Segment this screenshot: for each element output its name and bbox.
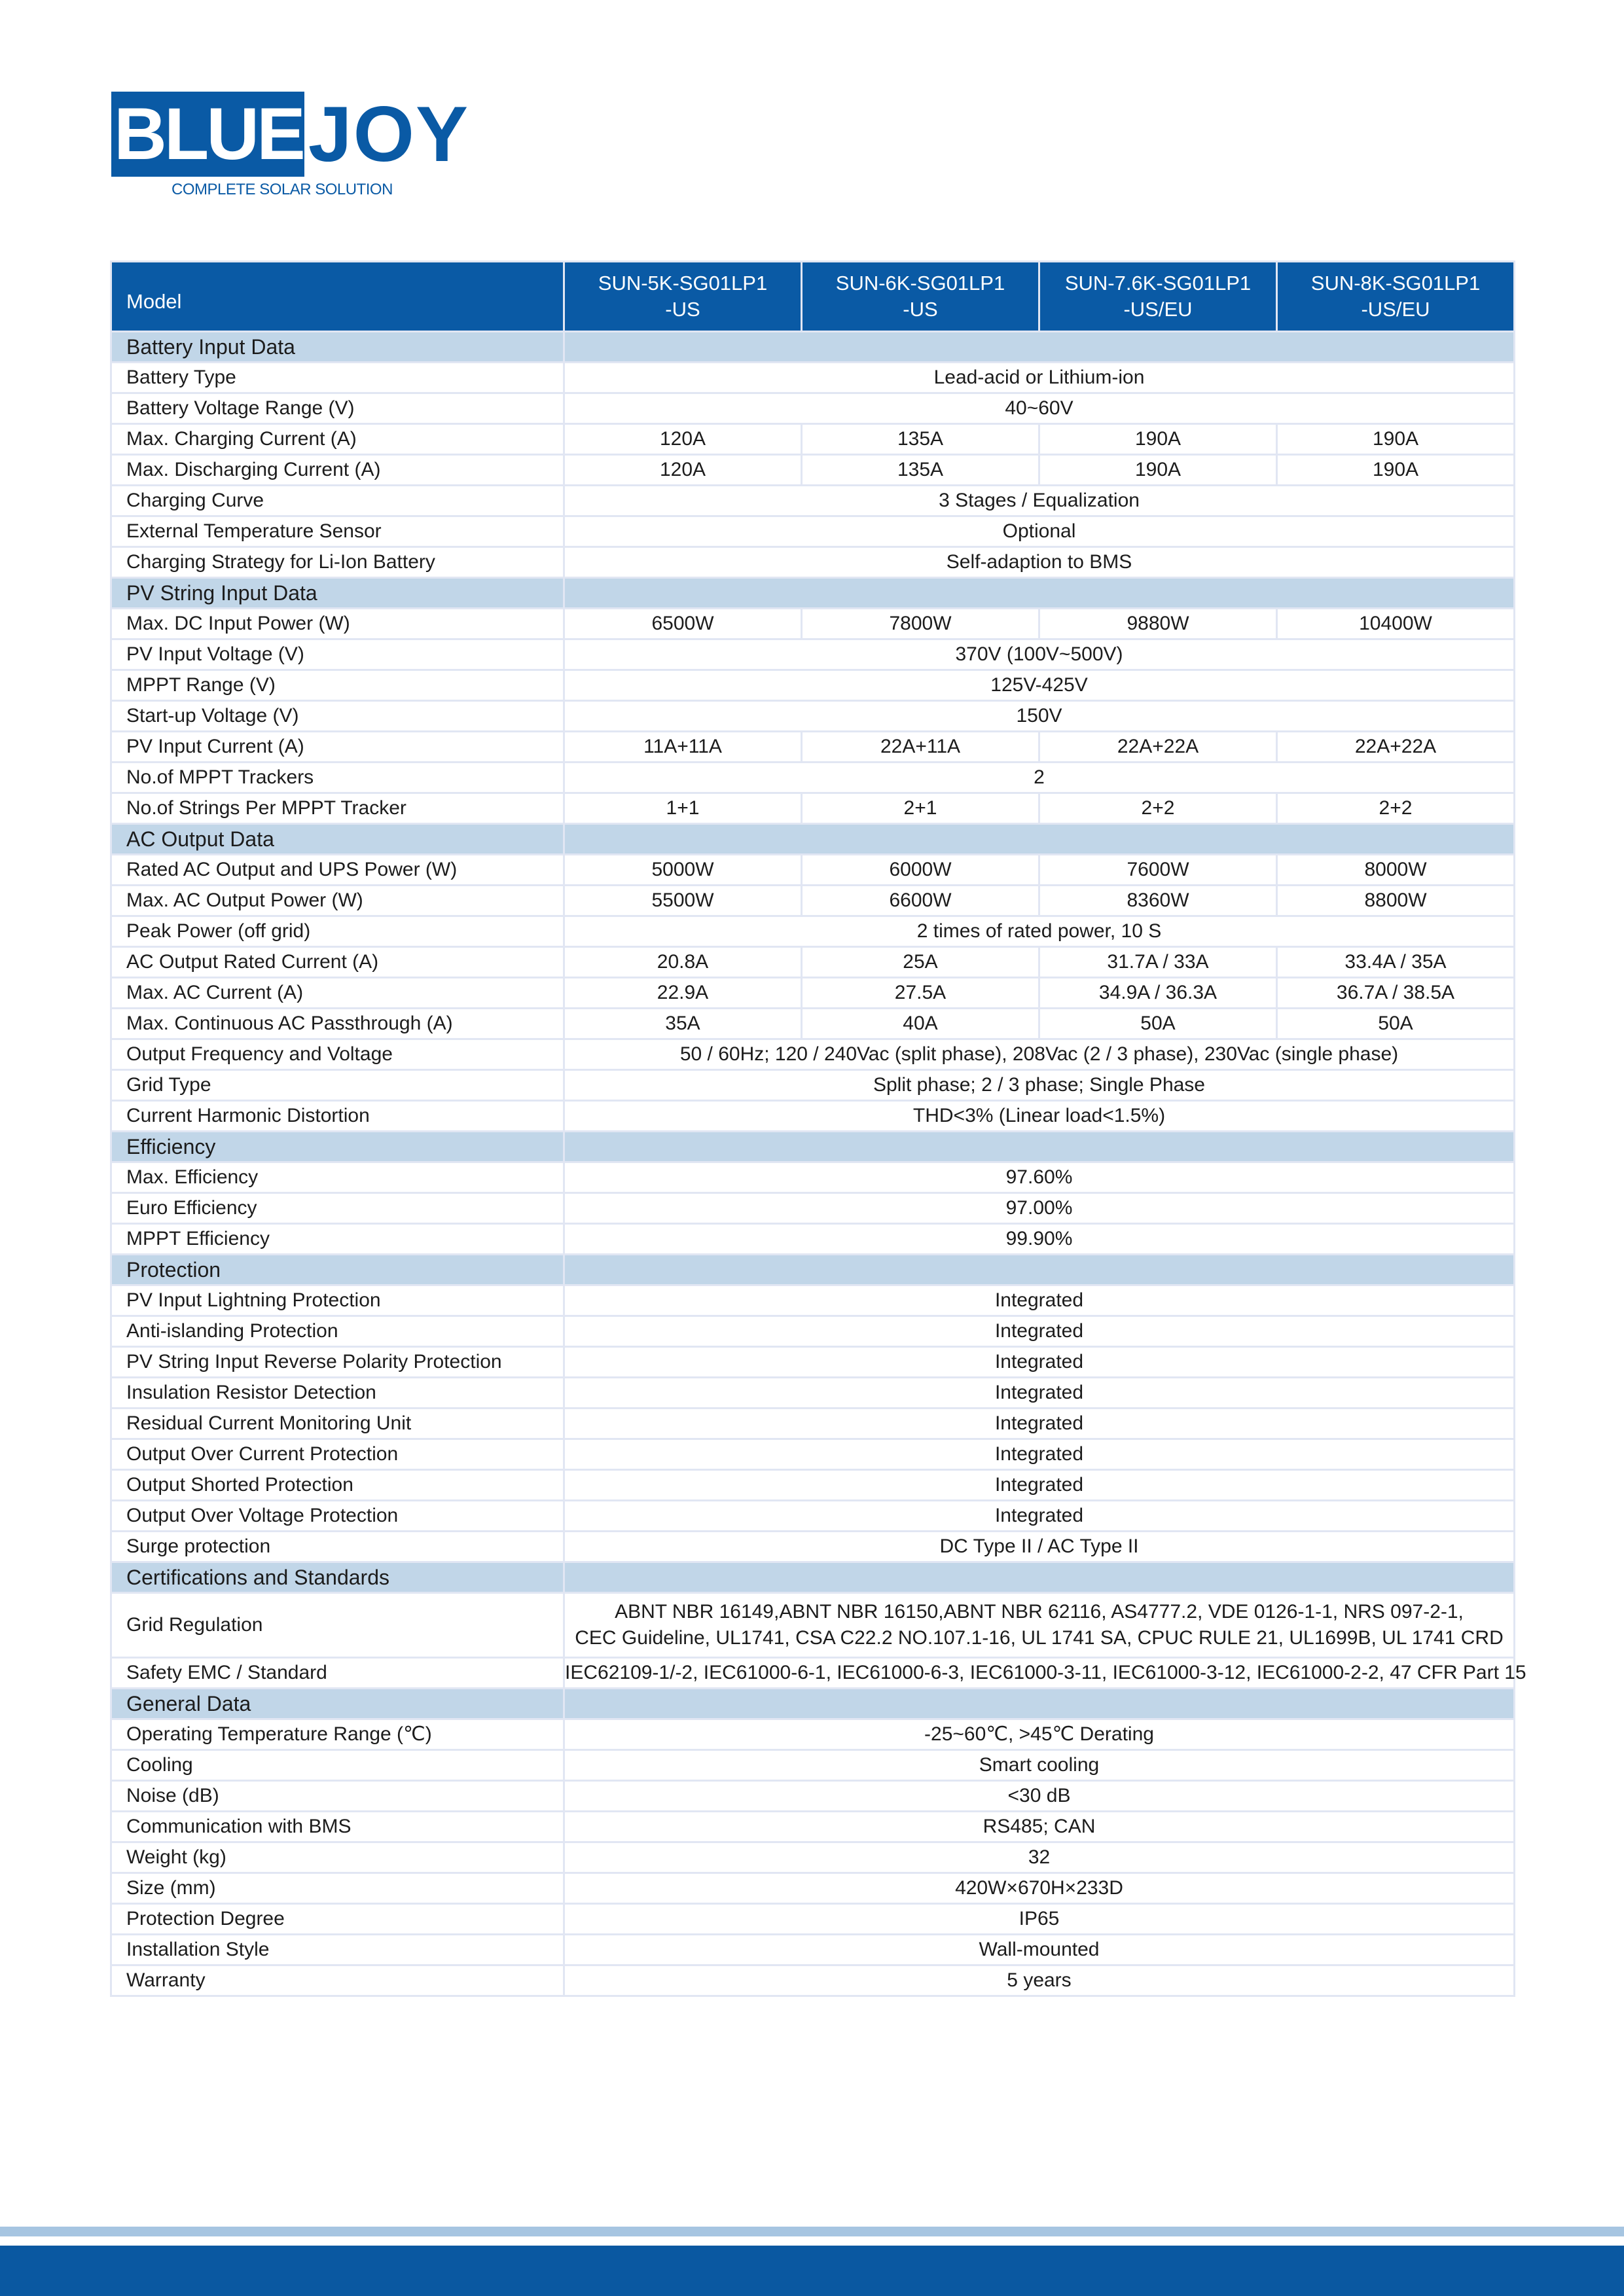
header-model-0 [564,262,802,332]
table-row [111,1750,1515,1781]
row-value-model-2: 22A+22A [1039,732,1277,762]
footer-band-light [0,2227,1624,2236]
row-value-all-models: 32 [564,1842,1515,1873]
table-row [111,1378,1515,1408]
row-value-all-models: Integrated [564,1470,1515,1501]
table-row [111,1658,1515,1689]
row-value-all-models: Integrated [564,1501,1515,1532]
table-row [111,670,1515,701]
row-label: Rated AC Output and UPS Power (W) [111,855,564,886]
table-row [111,947,1515,978]
model-name: SUN-5K-SG01LP1 [598,272,768,295]
model-suffix: -US [665,298,700,321]
row-value-all-models: Split phase; 2 / 3 phase; Single Phase [564,1070,1515,1101]
row-label: Communication with BMS [111,1812,564,1842]
row-value-model-3: 10400W [1277,609,1515,639]
row-value-all-models: Integrated [564,1285,1515,1316]
table-row [111,1593,1515,1658]
row-value-all-models: Integrated [564,1347,1515,1378]
row-value-model-3: 8800W [1277,886,1515,916]
table-row [111,1470,1515,1501]
row-value-model-0: 120A [564,455,802,486]
row-label: Max. Continuous AC Passthrough (A) [111,1009,564,1039]
model-name: SUN-8K-SG01LP1 [1310,272,1481,295]
table-row [111,978,1515,1009]
section-filler [564,578,1515,609]
row-value-model-0: 6500W [564,609,802,639]
row-value-all-models: IEC62109-1/-2, IEC61000-6-1, IEC61000-6-3, IEC61000-3-11, IEC61000-3-12, IEC61000-2-2, 47 CFR Part 15 [564,1658,1515,1689]
row-label: Safety EMC / Standard [111,1658,564,1689]
row-value-all-models: 2 times of rated power, 10 S [564,916,1515,947]
row-value-line: CEC Guideline, UL1741, CSA C22.2 NO.107.1-16, UL 1741 SA, CPUC RULE 21, UL1699B, UL 1741 CRD [575,1627,1504,1649]
row-label: Battery Type [111,363,564,393]
table-row [111,793,1515,824]
row-value-model-3: 190A [1277,424,1515,455]
table-row [111,1501,1515,1532]
table-row [111,1224,1515,1255]
row-value-model-2: 2+2 [1039,793,1277,824]
model-name: SUN-6K-SG01LP1 [835,272,1005,295]
table-row [111,639,1515,670]
row-label: Charging Curve [111,486,564,516]
row-value-all-models: 97.00% [564,1193,1515,1224]
row-label: Current Harmonic Distortion [111,1101,564,1132]
table-row [111,1935,1515,1965]
section-filler [564,332,1515,363]
row-value-model-1: 25A [802,947,1039,978]
row-label: Charging Strategy for Li-Ion Battery [111,547,564,578]
table-row [111,886,1515,916]
table-row [111,609,1515,639]
row-value-model-2: 8360W [1039,886,1277,916]
table-row [111,1781,1515,1812]
header-model-2 [1039,262,1277,332]
row-value-model-2: 9880W [1039,609,1277,639]
table-row [111,516,1515,547]
section-title: Battery Input Data [111,332,564,363]
row-value-all-models: 370V (100V~500V) [564,639,1515,670]
row-value-all-models: 150V [564,701,1515,732]
section-header-row [111,1132,1515,1162]
row-value-all-models: -25~60℃, >45℃ Derating [564,1719,1515,1750]
row-value-model-3: 36.7A / 38.5A [1277,978,1515,1009]
row-value-model-1: 135A [802,424,1039,455]
row-label: Max. Discharging Current (A) [111,455,564,486]
row-label: Residual Current Monitoring Unit [111,1408,564,1439]
row-value-all-models: Lead-acid or Lithium-ion [564,363,1515,393]
logo-tagline: COMPLETE SOLAR SOLUTION [171,181,393,198]
row-value-model-2: 34.9A / 36.3A [1039,978,1277,1009]
section-title: PV String Input Data [111,578,564,609]
table-row [111,1532,1515,1562]
table-row [111,1162,1515,1193]
row-value-model-3: 8000W [1277,855,1515,886]
row-value-all-models: 99.90% [564,1224,1515,1255]
row-value-model-0: 120A [564,424,802,455]
row-value-model-0: 11A+11A [564,732,802,762]
row-label: Battery Voltage Range (V) [111,393,564,424]
row-label: Output Shorted Protection [111,1470,564,1501]
model-suffix: -US [903,298,938,321]
row-label: Installation Style [111,1935,564,1965]
row-label: Output Frequency and Voltage [111,1039,564,1070]
section-filler [564,1255,1515,1285]
row-value-all-models: 97.60% [564,1162,1515,1193]
header-model-1 [802,262,1039,332]
spec-table-body [111,332,1526,1996]
row-label: No.of Strings Per MPPT Tracker [111,793,564,824]
table-row [111,855,1515,886]
row-value-all-models [564,1593,1515,1658]
row-value-model-1: 7800W [802,609,1039,639]
row-value-model-2: 7600W [1039,855,1277,886]
brand-logo [111,92,469,199]
table-row [111,1812,1515,1842]
row-label: Max. DC Input Power (W) [111,609,564,639]
logo-plain-text: JOY [308,90,470,178]
row-label: PV Input Current (A) [111,732,564,762]
row-label: Grid Regulation [111,1593,564,1658]
table-row [111,1009,1515,1039]
row-value-model-2: 31.7A / 33A [1039,947,1277,978]
row-value-all-models: 125V-425V [564,670,1515,701]
section-header-row [111,332,1515,363]
table-row [111,1842,1515,1873]
row-label: Size (mm) [111,1873,564,1904]
section-title: General Data [111,1689,564,1719]
row-value-all-models: 2 [564,762,1515,793]
row-label: Surge protection [111,1532,564,1562]
footer-band-dark [0,2246,1624,2296]
row-value-all-models: DC Type II / AC Type II [564,1532,1515,1562]
row-value-model-2: 50A [1039,1009,1277,1039]
row-label: Max. Charging Current (A) [111,424,564,455]
row-value-model-1: 2+1 [802,793,1039,824]
row-value-all-models: Optional [564,516,1515,547]
row-value-model-1: 27.5A [802,978,1039,1009]
row-label: Weight (kg) [111,1842,564,1873]
row-label: Operating Temperature Range (℃) [111,1719,564,1750]
row-value-all-models: 5 years [564,1965,1515,1996]
table-row [111,916,1515,947]
row-label: PV String Input Reverse Polarity Protection [111,1347,564,1378]
row-label: PV Input Voltage (V) [111,639,564,670]
row-label: Grid Type [111,1070,564,1101]
section-filler [564,1132,1515,1162]
row-label: Anti-islanding Protection [111,1316,564,1347]
row-value-model-1: 40A [802,1009,1039,1039]
section-header-row [111,824,1515,855]
section-title: Certifications and Standards [111,1562,564,1593]
table-row [111,1039,1515,1070]
section-title: AC Output Data [111,824,564,855]
row-label: No.of MPPT Trackers [111,762,564,793]
table-row [111,1101,1515,1132]
section-header-row [111,1689,1515,1719]
table-row [111,424,1515,455]
section-header-row [111,1562,1515,1593]
table-row [111,701,1515,732]
row-value-all-models: Integrated [564,1408,1515,1439]
row-value-all-models: 420W×670H×233D [564,1873,1515,1904]
row-value-model-3: 22A+22A [1277,732,1515,762]
section-header-row [111,1255,1515,1285]
section-title: Efficiency [111,1132,564,1162]
row-label: MPPT Range (V) [111,670,564,701]
row-value-all-models: 50 / 60Hz; 120 / 240Vac (split phase), 208Vac (2 / 3 phase), 230Vac (single phase) [564,1039,1515,1070]
row-value-all-models: Integrated [564,1378,1515,1408]
row-label: External Temperature Sensor [111,516,564,547]
row-value-model-1: 6600W [802,886,1039,916]
row-value-all-models: Wall-mounted [564,1935,1515,1965]
table-row [111,1316,1515,1347]
table-row [111,547,1515,578]
row-value-model-0: 5500W [564,886,802,916]
row-value-all-models: IP65 [564,1904,1515,1935]
table-row [111,1719,1515,1750]
row-value-model-3: 190A [1277,455,1515,486]
table-row [111,486,1515,516]
row-value-all-models: 3 Stages / Equalization [564,486,1515,516]
row-label: MPPT Efficiency [111,1224,564,1255]
table-header-row [111,262,1515,332]
section-title: Protection [111,1255,564,1285]
row-value-all-models: RS485; CAN [564,1812,1515,1842]
row-value-line: ABNT NBR 16149,ABNT NBR 16150,ABNT NBR 62116, AS4777.2, VDE 0126-1-1, NRS 097-2-1, [615,1601,1464,1623]
model-suffix: -US/EU [1123,298,1193,321]
header-model-3 [1277,262,1515,332]
row-value-all-models: 40~60V [564,393,1515,424]
table-row [111,732,1515,762]
row-label: Noise (dB) [111,1781,564,1812]
table-row [111,1408,1515,1439]
row-label: Peak Power (off grid) [111,916,564,947]
row-value-model-1: 22A+11A [802,732,1039,762]
table-row [111,1873,1515,1904]
table-row [111,1439,1515,1470]
table-row [111,1904,1515,1935]
row-value-all-models: Integrated [564,1316,1515,1347]
model-suffix: -US/EU [1361,298,1430,321]
table-row [111,1070,1515,1101]
section-header-row [111,578,1515,609]
row-label: Protection Degree [111,1904,564,1935]
row-value-model-0: 1+1 [564,793,802,824]
row-value-model-3: 50A [1277,1009,1515,1039]
row-label: Cooling [111,1750,564,1781]
table-row [111,1965,1515,1996]
row-value-model-2: 190A [1039,455,1277,486]
row-label: Output Over Voltage Protection [111,1501,564,1532]
table-row [111,1193,1515,1224]
row-label: Output Over Current Protection [111,1439,564,1470]
row-value-model-3: 2+2 [1277,793,1515,824]
row-label: AC Output Rated Current (A) [111,947,564,978]
header-model-label: Model [111,262,564,332]
section-filler [564,824,1515,855]
table-row [111,393,1515,424]
row-value-model-0: 22.9A [564,978,802,1009]
table-row [111,762,1515,793]
table-row [111,363,1515,393]
table-row [111,455,1515,486]
row-value-all-models: THD<3% (Linear load<1.5%) [564,1101,1515,1132]
row-label: PV Input Lightning Protection [111,1285,564,1316]
row-value-all-models: Smart cooling [564,1750,1515,1781]
logo-boxed-text: BLUE [111,92,304,177]
row-value-model-2: 190A [1039,424,1277,455]
row-label: Euro Efficiency [111,1193,564,1224]
row-value-model-0: 35A [564,1009,802,1039]
row-value-model-1: 135A [802,455,1039,486]
table-row [111,1285,1515,1316]
row-value-model-0: 20.8A [564,947,802,978]
section-filler [564,1562,1515,1593]
row-label: Max. Efficiency [111,1162,564,1193]
row-label: Warranty [111,1965,564,1996]
row-value-all-models: <30 dB [564,1781,1515,1812]
table-row [111,1347,1515,1378]
row-label: Max. AC Output Power (W) [111,886,564,916]
model-name: SUN-7.6K-SG01LP1 [1064,272,1252,295]
section-filler [564,1689,1515,1719]
row-value-model-0: 5000W [564,855,802,886]
row-label: Max. AC Current (A) [111,978,564,1009]
row-label: Start-up Voltage (V) [111,701,564,732]
spec-table [110,260,1526,1997]
row-value-all-models: Self-adaption to BMS [564,547,1515,578]
row-value-all-models: Integrated [564,1439,1515,1470]
row-label: Insulation Resistor Detection [111,1378,564,1408]
row-value-model-1: 6000W [802,855,1039,886]
row-value-model-3: 33.4A / 35A [1277,947,1515,978]
